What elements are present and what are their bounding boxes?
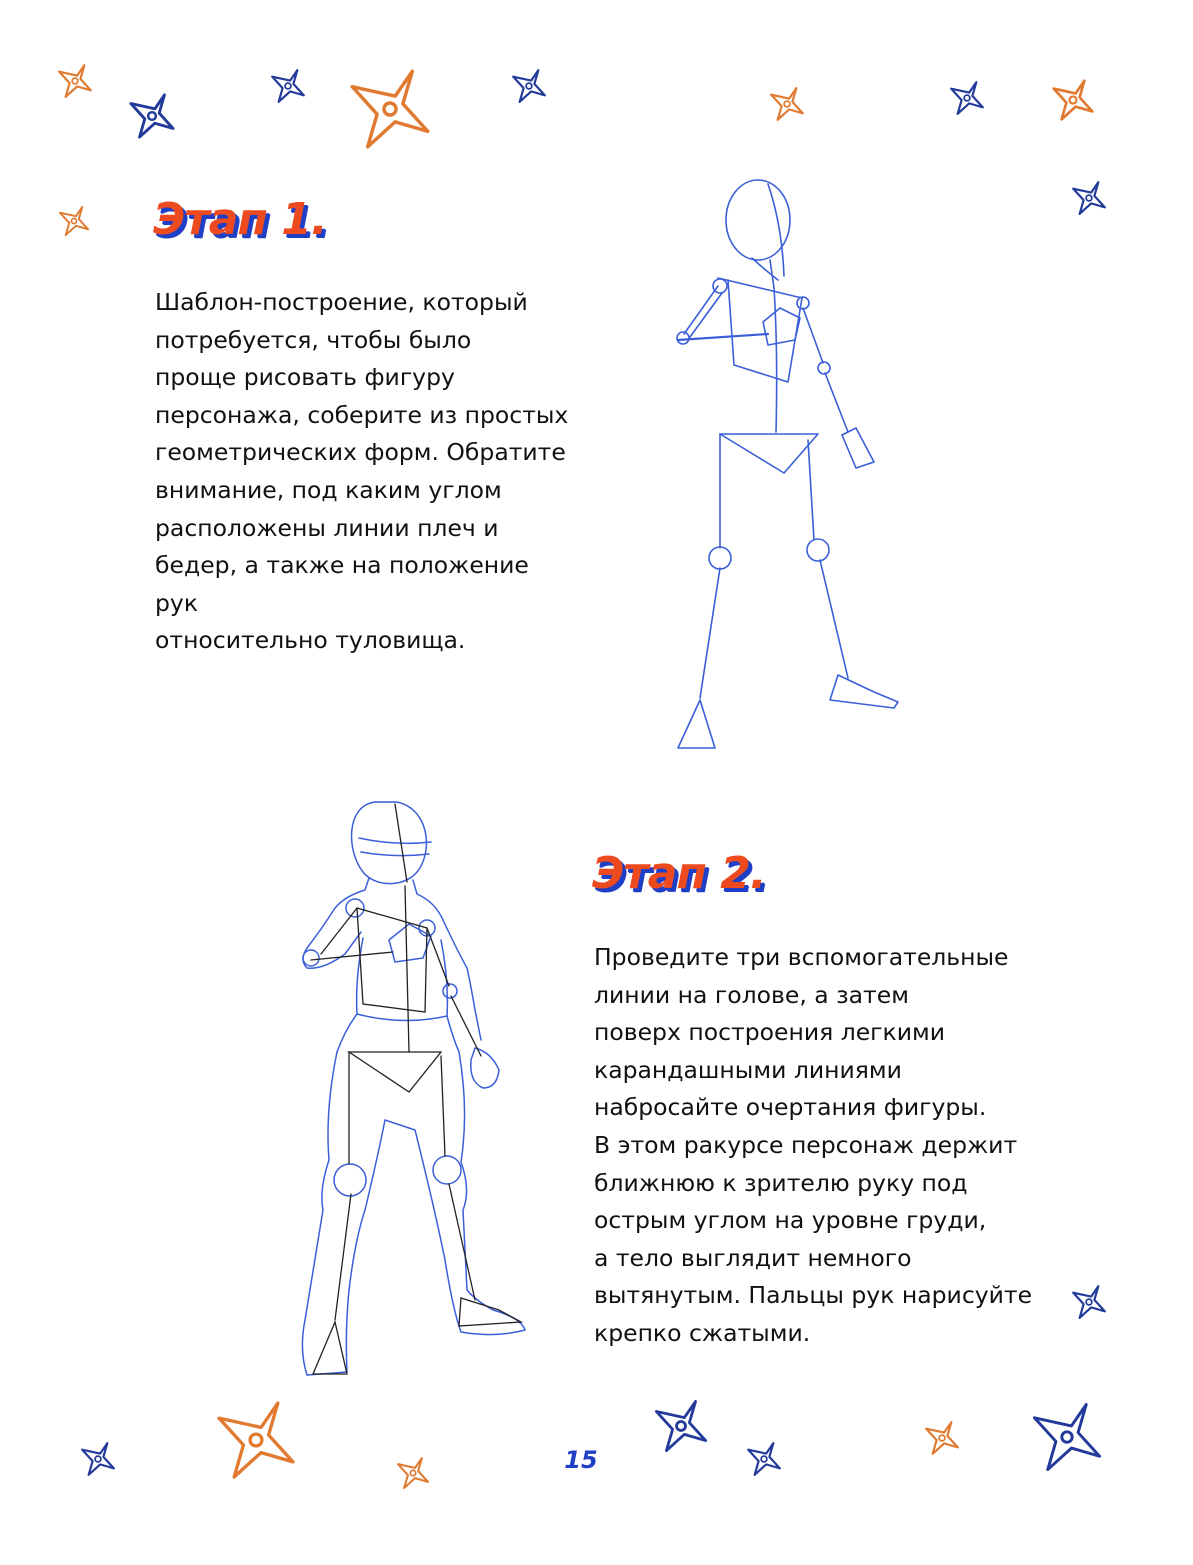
shuriken-star-icon (1030, 1400, 1104, 1474)
shuriken-star-icon (128, 92, 176, 140)
shuriken-star-icon (511, 68, 547, 104)
shuriken-star-icon (1071, 1284, 1107, 1320)
shuriken-star-icon (1071, 180, 1107, 216)
shuriken-star-icon (347, 66, 433, 152)
shuriken-star-icon (769, 86, 805, 122)
shuriken-star-icon (1051, 78, 1095, 122)
shuriken-star-icon (270, 68, 306, 104)
shuriken-star-icon (924, 1420, 960, 1456)
figure-outline-sketch (285, 790, 540, 1380)
shuriken-star-icon (57, 63, 93, 99)
stage-1-title: Этап 1. (153, 194, 327, 245)
stage-1-text: Шаблон-построение, который потребуется, чтобы было проще рисовать фигуру персонажа, соберите из простых геометрических форм. Обратите внимание, под каким углом расположены линии плеч и бедер, а также на положение рук относительно туловища. (155, 288, 569, 655)
shuriken-star-icon (746, 1441, 782, 1477)
page-number: 15 (564, 1446, 598, 1474)
shuriken-star-icon (58, 205, 90, 237)
stick-figure-sketch (660, 170, 910, 760)
shuriken-star-icon (949, 80, 985, 116)
stage-2-title: Этап 2. (592, 848, 766, 899)
stage-2-text: Проведите три вспомогательные линии на голове, а затем поверх построения легкими карандашными линиями набросайте очертания фигуры. В этом ракурсе персонаж держит ближнюю к зрителю руку под острым углом на уровне груди, а тело выглядит немного вытянутым. Пальцы рук нарисуйте крепко сжатыми. (594, 943, 1033, 1347)
shuriken-star-icon (653, 1398, 709, 1454)
shuriken-star-icon (396, 1456, 430, 1490)
shuriken-star-icon (214, 1398, 298, 1482)
shuriken-star-icon (80, 1441, 116, 1477)
